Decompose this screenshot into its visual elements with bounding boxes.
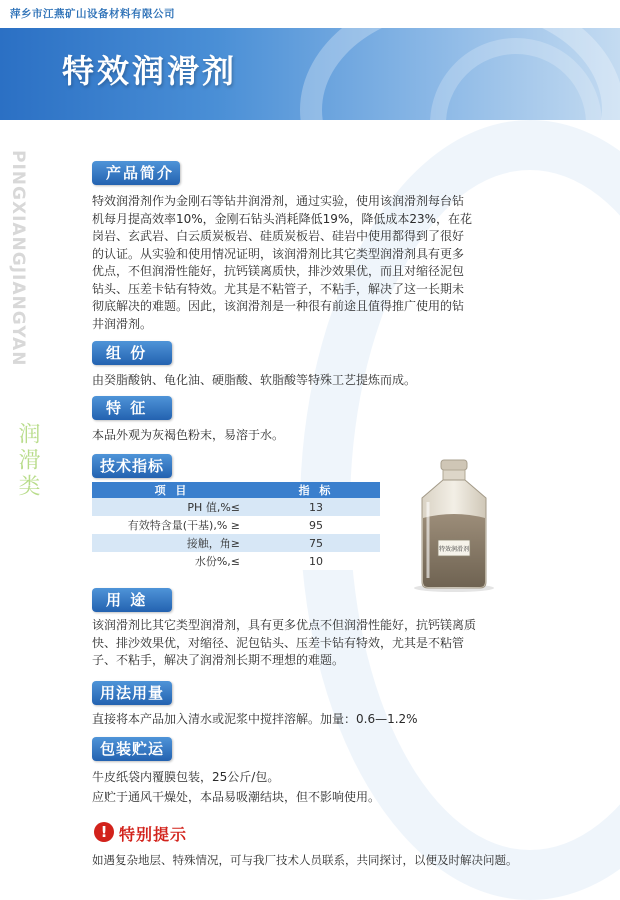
section-heading-feature [92,396,172,420]
paragraph-line: 岗岩、玄武岩、白云质炭板岩、硅质炭板岩、硅岩中使用都得到了很好 [92,229,465,243]
column-header-item: 项 目 [92,482,252,498]
spec-table [92,482,380,570]
product-jar-image [408,458,500,592]
heading-label: 用 途 [106,591,148,609]
spec-value: 95 [252,516,380,534]
paragraph-line: 井润滑剂。 [92,316,153,331]
heading-label: 组 份 [106,344,148,362]
table-row [92,534,380,552]
table-row [92,516,380,534]
heading-label: 用法用量 [100,684,165,702]
usage-paragraph [92,617,522,670]
spec-value: 75 [252,534,380,552]
composition-text: 由癸脂酸钠、龟化油、硬脂酸、软脂酸等特殊工艺提炼而成。 [92,373,417,387]
section-heading-composition [92,341,172,365]
column-header-value: 指 标 [252,482,380,498]
warning-title: 特别提示 [119,825,188,844]
section-heading-dosage [92,681,172,705]
paragraph-line: 钻头、压差卡钻有特效。尤其是不粘管子，不粘手，解决了这一长期未 [92,281,465,296]
heading-label: 技术指标 [100,457,165,475]
table-row [92,552,380,570]
heading-label: 包装贮运 [100,740,165,758]
paragraph-line: 特效润滑剂作为金刚石等钻井润滑剂，通过实验，使用该润滑剂每台钻 [92,194,465,208]
paragraph-line: 优点，不但润滑性能好，抗钙镁离质快，排沙效果优，而且对缩径泥包 [92,264,465,278]
paragraph-line: 该润滑剂比其它类型润滑剂，具有更多优点不但润滑性能好，抗钙镁离质 [92,618,477,632]
spec-table-header [92,482,380,498]
section-heading-packing [92,737,172,761]
spec-item: 接触，角≥ [92,534,252,552]
page-title: 特效润滑剂 [62,52,238,90]
warning-text: 如遇复杂地层、特殊情况，可与我厂技术人员联系，共同探讨，以便及时解决问题。 [92,853,518,867]
spec-item: 有效特含量(干基),% ≥ [92,516,252,534]
heading-label: 特 征 [106,399,148,417]
spec-item: 水份%,≤ [92,552,252,570]
packing-line-2: 应贮于通风干燥处，本品易吸潮结块，但不影响使用。 [92,790,381,804]
paragraph-line: 的认证。从实验和使用情况证明，该润滑剂比其它类型润滑剂具有更多 [92,246,465,261]
table-row [92,498,380,516]
spec-value: 10 [252,552,380,570]
spec-item: PH 值,%≤ [92,498,252,516]
paragraph-line: 彻底解决的难题。因此，该润滑剂是一种很有前途且值得推广使用的钻 [92,299,465,313]
packing-line-1: 牛皮纸袋内覆膜包装，25公斤/包。 [92,770,280,784]
paragraph-line: 子、不粘手，解决了润滑剂长期不理想的难题。 [92,653,345,667]
feature-text: 本品外观为灰褐色粉末，易溶于水。 [92,428,285,442]
warning-icon: ! [94,822,114,842]
company-name: 萍乡市江燕矿山设备材料有限公司 [10,8,175,20]
intro-paragraph [92,193,512,333]
heading-label: 产品简介 [106,164,175,182]
paragraph-line: 快、排沙效果优，对缩径、泥包钻头、压差卡钻有特效，尤其是不粘管 [92,635,465,650]
dosage-text: 直接将本产品加入清水或泥浆中搅拌溶解。加量：0.6—1.2% [92,712,418,726]
side-text-category: 润滑类 [15,422,40,500]
section-heading-specs [92,454,172,478]
paragraph-line: 机每月提高效率10%，金刚石钻头消耗降低19%，降低成本23%，在花 [92,211,473,226]
section-heading-intro [92,161,180,185]
section-heading-usage [92,588,172,612]
jar-label: 特效润滑剂 [438,546,470,553]
side-text-english: PINGXIANGJIANGYAN [8,150,28,367]
spec-value: 13 [252,498,380,516]
